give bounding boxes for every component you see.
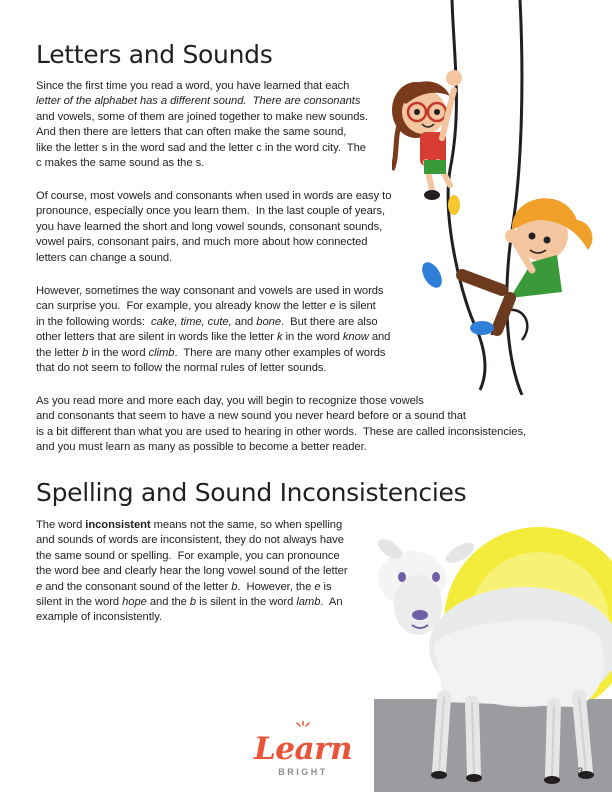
text-line <box>36 361 390 376</box>
text-run: . There are many other examples of words <box>174 346 386 359</box>
text-run: in the word <box>88 346 149 359</box>
text-run: and sounds of words are inconsistent, they do not always have <box>36 534 344 547</box>
italic-term: bone <box>256 315 281 328</box>
text-run: and <box>231 315 257 328</box>
text-run: and the letter <box>185 141 257 154</box>
text-run: the same sound or spelling. For example, you can pronounce <box>36 549 340 562</box>
text-run: in the word <box>107 141 168 154</box>
paragraph-inconsistent-definition <box>36 518 348 626</box>
text-run: other letters that are silent in words like the letter <box>36 331 278 344</box>
italic-term: b <box>82 346 89 359</box>
text-line <box>36 394 526 409</box>
text-run: the word <box>36 565 82 578</box>
text-run: can surprise you. For example, you already know the letter <box>36 300 330 313</box>
text-run: And then there are letters that can often make the same sound, <box>36 126 347 139</box>
logo-word-learn: Learn <box>254 731 352 767</box>
text-run: is <box>320 580 332 593</box>
italic-term: lamb <box>296 596 321 609</box>
paragraph-letters-intro <box>36 79 368 171</box>
text-line <box>36 94 368 109</box>
text-run: and consonants that seem to have a new sound you never heard before or a sound that <box>36 410 466 423</box>
text-run: and clearly hear the long vowel sound of the letter <box>100 565 348 578</box>
text-run: As you read more and more each day, you will begin to recognize those vowels <box>36 395 424 407</box>
text-line <box>36 330 390 345</box>
text-run: s <box>195 157 202 170</box>
text-run: However, sometimes the way consonant and vowels are used in words <box>36 285 384 297</box>
text-run: and you must learn as many as possible to become a better reader. <box>36 441 367 454</box>
text-run: . The <box>337 141 366 154</box>
italic-term: e <box>36 580 43 593</box>
text-run: and <box>368 331 391 344</box>
paragraph-inconsistencies <box>36 394 526 456</box>
text-run: that do not seem to follow the normal rules of letter sounds. <box>36 362 327 375</box>
text-run: Of course, most vowels and consonants when used in words are easy to <box>36 190 392 202</box>
text-run: and the consonant sound of the letter <box>42 580 232 593</box>
text-run: sad <box>167 141 186 154</box>
text-run: is a bit different than what you are used to hearing in other words. These are called inconsistencies, <box>36 425 527 438</box>
text-line <box>36 156 368 171</box>
text-line <box>36 409 526 424</box>
italic-term: k <box>277 331 283 344</box>
text-line <box>36 189 391 204</box>
italic-term: letter of the alphabet has a different sound. There are consonants <box>36 95 361 108</box>
text-line <box>36 125 368 140</box>
text-run: and vowels, some of them are joined together to make new sounds. <box>36 110 368 123</box>
text-run: in the following words: <box>36 315 152 328</box>
text-line <box>36 141 368 156</box>
text-line <box>36 235 391 250</box>
text-line <box>36 440 526 455</box>
text-run: Since the first time you read a word, you have learned that each <box>36 80 350 92</box>
italic-term: know <box>342 331 369 344</box>
text-run: vowel pairs, consonant pairs, and much more about how connected <box>36 236 368 249</box>
italic-term: e <box>329 300 336 313</box>
lamb-illustration <box>374 527 612 792</box>
text-run: is silent <box>335 300 376 313</box>
text-run: means not the same, so when spelling <box>150 519 343 531</box>
text-line <box>36 533 348 548</box>
text-run: . An <box>320 596 343 609</box>
text-run: c <box>256 141 262 154</box>
text-line <box>36 425 526 440</box>
text-run: . But there are also <box>281 315 378 328</box>
bold-term: inconsistent <box>85 519 151 531</box>
text-run: letters can change a sound. <box>36 251 173 264</box>
text-line <box>36 315 390 330</box>
text-run: bee <box>81 565 101 578</box>
text-line <box>36 251 391 266</box>
italic-term: b <box>189 596 197 609</box>
text-line <box>36 346 390 361</box>
italic-term: b <box>231 580 238 593</box>
text-run: example of inconsistently. <box>36 611 162 624</box>
text-line <box>36 220 391 235</box>
paragraph-vowels-consonants <box>36 189 391 266</box>
kids-climbing-ropes-illustration <box>392 0 612 395</box>
logo-word-bright: BRIGHT <box>278 767 328 777</box>
text-line <box>36 284 390 299</box>
text-run: and the <box>146 596 190 609</box>
text-run: s <box>101 141 108 154</box>
section-title-letters-and-sounds: Letters and Sounds <box>36 40 273 69</box>
learn-bright-logo <box>248 725 358 781</box>
text-line <box>36 518 348 533</box>
text-run: makes the same sound as the <box>41 157 196 170</box>
text-run: in the word <box>282 331 343 344</box>
text-run: city <box>322 141 338 154</box>
spark-icon <box>293 721 313 731</box>
text-run: in the word <box>261 141 323 154</box>
text-run: . However, the <box>237 580 315 593</box>
text-line <box>36 595 348 610</box>
text-line <box>36 204 391 219</box>
paragraph-silent-letters <box>36 284 390 376</box>
italic-term: e <box>314 580 321 593</box>
text-line <box>36 299 390 314</box>
text-run: like the letter <box>36 141 102 154</box>
text-run: the letter <box>36 346 83 359</box>
text-run: you have learned the short and long vowel sounds, consonant sounds, <box>36 220 383 233</box>
page-number: 3 <box>578 766 584 776</box>
text-run: . <box>201 157 205 170</box>
italic-term: climb <box>148 346 175 359</box>
section-title-spelling-inconsistencies: Spelling and Sound Inconsistencies <box>36 478 467 507</box>
text-run: pronounce, especially once you learn them. In the last couple of years, <box>36 205 386 218</box>
text-run: silent in the word <box>36 596 123 609</box>
text-line <box>36 549 348 564</box>
text-line <box>36 580 348 595</box>
text-line <box>36 110 368 125</box>
text-line <box>36 79 368 94</box>
italic-term: hope <box>122 596 147 609</box>
text-run: The word <box>36 519 86 531</box>
text-line <box>36 610 348 625</box>
text-run: is silent in the word <box>196 596 297 609</box>
italic-term: cake, time, cute, <box>151 315 232 328</box>
text-line <box>36 564 348 579</box>
text-run: c <box>36 157 42 170</box>
